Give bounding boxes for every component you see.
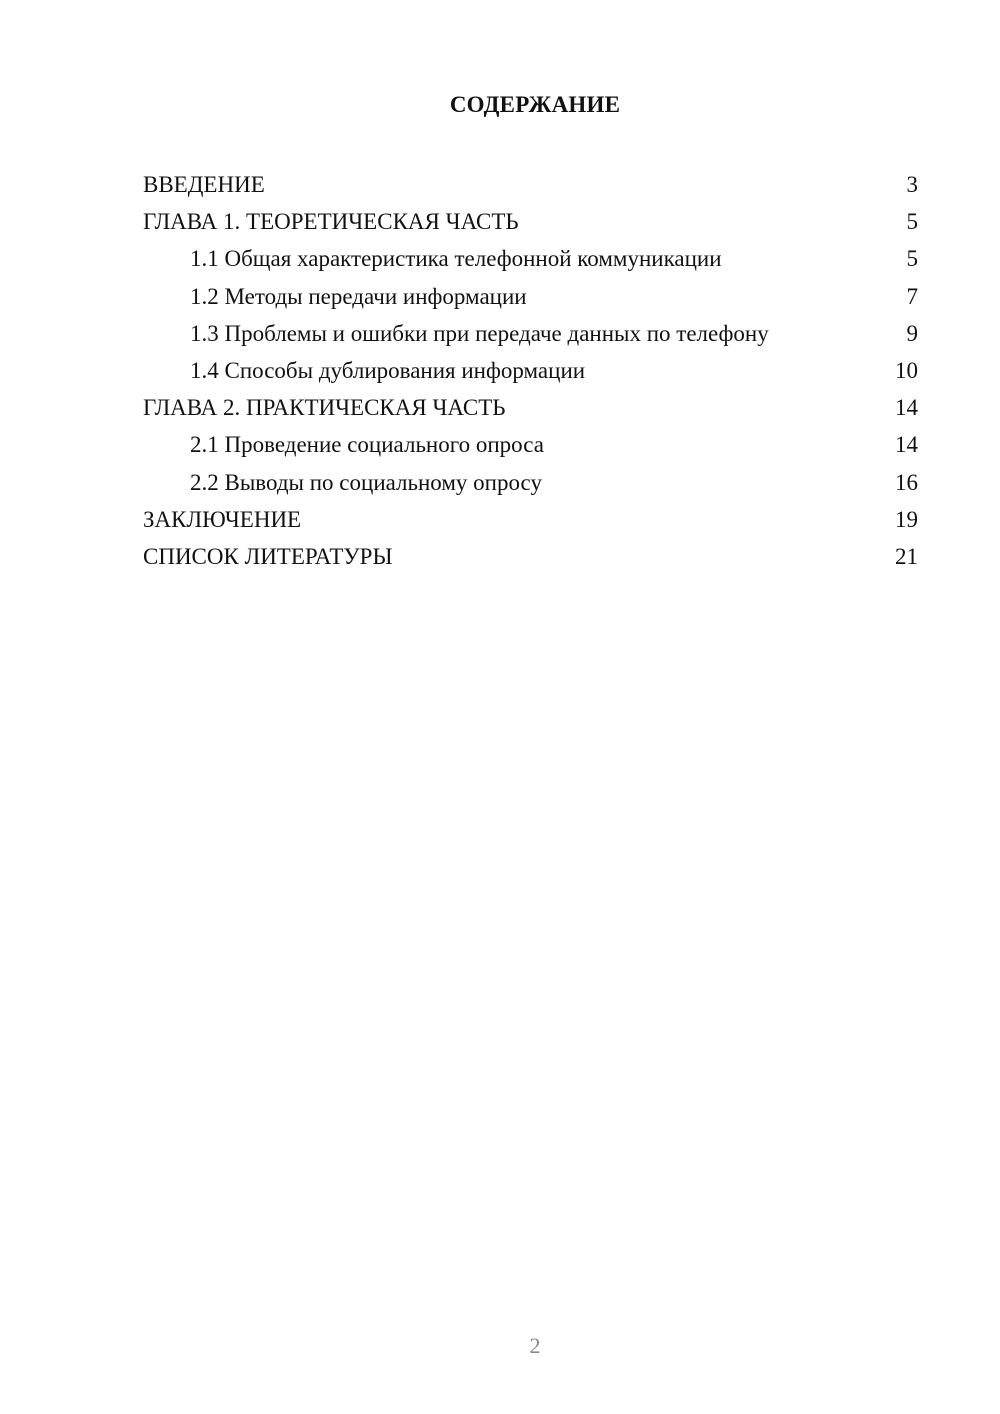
toc-entry-chapter-1[interactable] xyxy=(143,203,918,240)
toc-entry-page: 9 xyxy=(906,320,918,346)
toc-entry-section-1-2[interactable] xyxy=(143,278,918,315)
toc-entry-label: 1.2 Методы передачи информации xyxy=(190,283,527,309)
toc-entry-page: 14 xyxy=(895,395,918,421)
toc-entry-section-1-4[interactable] xyxy=(143,352,918,389)
table-of-contents xyxy=(143,166,918,575)
toc-entry-page: 5 xyxy=(906,246,918,272)
toc-entry-label: ГЛАВА 2. ПРАКТИЧЕСКАЯ ЧАСТЬ xyxy=(143,395,506,421)
toc-entry-label: ВВЕДЕНИЕ xyxy=(143,172,265,197)
toc-entry-page: 19 xyxy=(895,506,918,532)
toc-entry-page: 21 xyxy=(895,543,918,569)
toc-entry-page: 16 xyxy=(895,469,918,495)
toc-entry-section-2-2[interactable] xyxy=(143,464,918,501)
toc-entry-label: 1.3 Проблемы и ошибки при передаче данных по телефону xyxy=(190,320,769,346)
toc-entry-conclusion[interactable] xyxy=(143,501,918,538)
toc-entry-page: 10 xyxy=(895,357,918,383)
toc-entry-label: 2.2 Выводы по социальному опросу xyxy=(190,469,542,495)
toc-entry-section-1-3[interactable] xyxy=(143,315,918,352)
page-number: 2 xyxy=(529,1333,541,1358)
toc-entry-section-2-1[interactable] xyxy=(143,426,918,463)
toc-entry-page: 5 xyxy=(906,209,918,235)
page-title: СОДЕРЖАНИЕ xyxy=(449,92,621,117)
toc-entry-page: 7 xyxy=(906,283,918,309)
toc-entry-page: 14 xyxy=(895,432,918,458)
toc-entry-introduction[interactable] xyxy=(143,166,918,203)
toc-entry-page: 3 xyxy=(906,172,918,197)
toc-entry-label: 1.4 Способы дублирования информации xyxy=(190,357,586,383)
toc-entry-label: 1.1 Общая характеристика телефонной коммуникации xyxy=(190,246,722,272)
toc-entry-label: ЗАКЛЮЧЕНИЕ xyxy=(143,506,302,532)
toc-entry-chapter-2[interactable] xyxy=(143,389,918,426)
toc-entry-references[interactable] xyxy=(143,538,918,575)
toc-entry-section-1-1[interactable] xyxy=(143,240,918,277)
toc-entry-label: ГЛАВА 1. ТЕОРЕТИЧЕСКАЯ ЧАСТЬ xyxy=(143,209,519,235)
toc-entry-label: 2.1 Проведение социального опроса xyxy=(190,432,544,458)
toc-entry-label: СПИСОК ЛИТЕРАТУРЫ xyxy=(143,543,393,569)
